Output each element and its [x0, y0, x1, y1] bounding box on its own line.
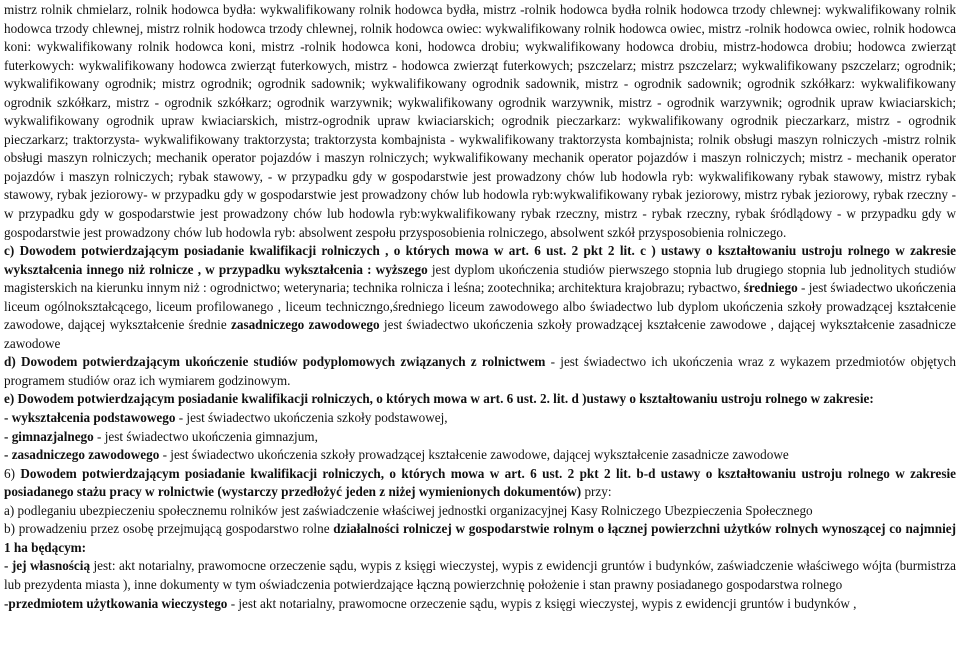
- list-item-term: -przedmiotem użytkowania wieczystego: [4, 595, 228, 611]
- list-item-text: - jest świadectwo ukończenia gimnazjum,: [93, 428, 318, 444]
- paragraph-heading: e) Dowodem potwierdzającym posiadanie kwalifikacji rolniczych, o których mowa w art. 6 ust. 2. lit. d )ustawy o kształtowaniu ustroju rolnego w zakresie:: [4, 391, 874, 407]
- list-item-primary: [4, 409, 956, 428]
- list-item-perpetual-usufruct: [4, 595, 956, 614]
- item-a-krus: [4, 502, 956, 521]
- inline-bold-term: działalności rolniczej w gospodarstwie rolnym o łącznej powierzchni użytków rolnych wynoszącej co najmniej 1 ha będącym:: [4, 521, 956, 555]
- paragraph-text: b) prowadzeniu przez osobę przejmującą gospodarstwo rolne: [4, 521, 334, 537]
- paragraph-text: przy:: [581, 484, 612, 500]
- section-number: 6): [4, 465, 15, 481]
- list-item-term: - gimnazjalnego: [4, 428, 94, 444]
- list-item-term: - jej własnością: [4, 558, 91, 574]
- paragraph-d-postgraduate: [4, 353, 956, 390]
- item-b-farming: [4, 520, 956, 557]
- list-item-vocational: [4, 446, 956, 465]
- paragraph-text: mistrz rolnik chmielarz, rolnik hodowca bydła: wykwalifikowany rolnik hodowca bydła, mistrz -rolnik hodowca bydła rolnik hodowca trzody chlewnej: wykwalifikowany rolnik hodowca trzody chlewnej, mistrz rolnik hodowca trzody chlewnej, rolnik hodowca owiec: wykwalifikowany rolnik hodowca owiec, mistrz -rolnik hodowca owiec, rolnik hodowca koni: wykwalifikowany rolnik hodowca koni, mistrz -rolnik hodowca koni, hodowca drobiu; wykwalifikowany hodowca drobiu, mistrz-hodowca drobiu; hodowca zwierząt futerkowych: wykwalifikowany hodowca zwierząt futerkowych, mistrz - hodowca zwierząt futerkowych; pszczelarz; mistrz pszczelarz; wykwalifikowany pszczelarz; ogrodnik; wykwalifikowany ogrodnik; mistrz ogrodnik; ogrodnik sadownik; wykwalifikowany ogrodnik sadownik, mistrz - ogrodnik sadownik; ogrodnik szkółkarz: wykwalifikowany ogrodnik szkółkarz, mistrz - ogrodnik szkółkarz; ogrodnik warzywnik; wykwalifikowany ogrodnik warzywnik, mistrz - ogrodnik warzywnik; ogrodnik upraw kwiaciarskich; wykwalifikowany ogrodnik upraw kwiaciarskich, mistrz-ogrodnik upraw kwiaciarskich; ogrodnik pieczarkarz: wykwalifikowany ogrodnik pieczarkarz, mistrz - ogrodnik pieczarkarz; traktorzysta- wykwalifikowany traktorzysta; traktorzysta kombajnista - wykwalifikowany traktorzysta kombajnista; rolnik obsługi maszyn rolniczych -mistrz rolnik obsługi maszyn rolniczych; mechanik operator pojazdów i maszyn rolniczych; wykwalifikowany mechanik operator pojazdów i maszyn rolniczych; mistrz - mechanik operator pojazdów i maszyn rolniczych; rybak stawowy, - w przypadku gdy w gospodarstwie jest prowadzony chów lub hodowla ryb: wykwalifikowany rybak stawowy, mistrz rybak stawowy, rybak jeziorowy- w przypadku gdy w gospodarstwie jest prowadzony chów lub hodowla ryb:wykwalifikowany rybak jeziorowy, mistrz rybak jeziorowy, rybak rzeczny -w przypadku gdy w gospodarstwie jest prowadzony chów lub hodowla ryb:wykwalifikowany rybak rzeczny, mistrz - rybak rzeczny, rybak śródlądowy - w przypadku gdy w gospodarstwie jest prowadzony chów lub hodowla ryb: absolwent zespołu przysposobienia rolniczego, absolwent szkół przysposobienia rolniczego.: [4, 2, 956, 240]
- inline-bold-term: zasadniczego zawodowego: [231, 317, 380, 333]
- qualifications-list-paragraph: [4, 1, 956, 242]
- list-item-text: - jest świadectwo ukończenia szkoły prowadzącej kształcenie zawodowe, dającej wykształcenie zasadnicze zawodowe: [159, 447, 789, 463]
- paragraph-text: a) podleganiu ubezpieczeniu społecznemu rolników jest zaświadczenie właściwej jednostki organizacyjnej Kasy Rolniczego Ubezpieczenia Społecznego: [4, 502, 813, 518]
- paragraph-e-heading: [4, 390, 956, 409]
- list-item-term: - zasadniczego zawodowego: [4, 447, 160, 463]
- paragraph-heading: d) Dowodem potwierdzającym ukończenie studiów podyplomowych związanych z rolnictwem: [4, 354, 546, 370]
- list-item-text: jest: akt notarialny, prawomocne orzeczenie sądu, wypis z księgi wieczystej, wypis z ewidencji gruntów i budynków, zaświadczenie właściwego wójta (burmistrza lub prezydenta miasta ), inne dokumenty w tym oświadczenia potwierdzające łączną powierzchnię położenie i stan prawny posiadanego gospodarstwa rolnego: [4, 558, 956, 592]
- paragraph-text: jest dyplom ukończenia studiów pierwszego stopnia lub drugiego stopnia lub jednolitych studiów magisterskich na kierunku innym niż : ogrodnictwo; weterynaria; technika rolnicza i leśna; zootechnika; architektura krajobrazu; rybactwo,: [4, 261, 956, 296]
- list-item-text: - jest akt notarialny, prawomocne orzeczenie sądu, wypis z księgi wieczystej, wypis z ewidencji gruntów i budynków ,: [227, 595, 857, 611]
- paragraph-text: - jest świadectwo ukończenia liceum ogólnokształcącego, liceum profilowanego , liceum techniczngo,średniego liceum zawodowego albo świadectwo lub dyplom ukończenia szkoły prowadzącej kształcenie zawodowe, dającej wykształcenie średnie: [4, 280, 956, 333]
- paragraph-text: - jest świadectwo ich ukończenia wraz z wykazem przedmiotów objętych programem studiów oraz ich wymiarem godzinowym.: [4, 354, 956, 388]
- section-6-heading: [4, 465, 956, 502]
- inline-bold-term: średniego: [743, 280, 798, 296]
- list-item-text: - jest świadectwo ukończenia szkoły podstawowej,: [175, 410, 448, 426]
- paragraph-text: jest świadectwo ukończenia szkoły prowadzącej kształcenie zawodowe , dającej wykształcenie zasadnicze zawodowe: [4, 317, 956, 351]
- list-item-ownership: [4, 557, 956, 594]
- paragraph-heading: c) Dowodem potwierdzającym posiadanie kwalifikacji rolniczych , o których mowa w art. 6 ust. 2 pkt 2 lit. c ) ustawy o kształtowaniu ustroju rolnego w zakresie wykształcenia innego niż rolnicze , w przypadku wykształcenia : wyższego: [4, 243, 956, 277]
- paragraph-c-education: [4, 242, 956, 353]
- list-item-term: - wykształcenia podstawowego: [4, 410, 176, 426]
- section-heading: Dowodem potwierdzającym posiadanie kwalifikacji rolniczych, o których mowa w art. 6 ust. 2 pkt 2 lit. b-d ustawy o kształtowaniu ustroju rolnego w zakresie posiadanego stażu pracy w rolnictwie (wystarczy przedłożyć jeden z niżej wymienionych dokumentów): [4, 465, 956, 500]
- list-item-gymnasium: [4, 428, 956, 447]
